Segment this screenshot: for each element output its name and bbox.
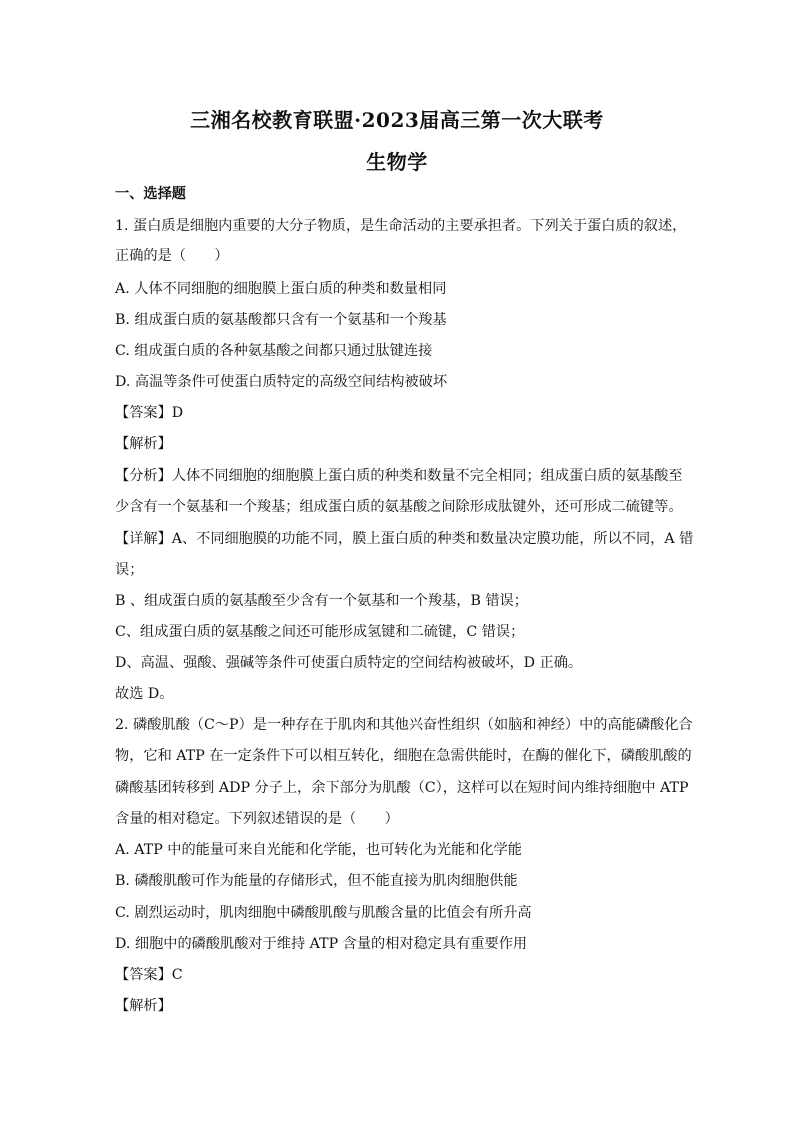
q1-detail-line-1: 【详解】A、不同细胞膜的功能不同，膜上蛋白质的种类和数量决定膜功能，所以不同，A 错 <box>115 531 694 547</box>
q1-detail-d: D、高温、强酸、强碱等条件可使蛋白质特定的空间结构被破坏，D 正确。 <box>115 655 583 671</box>
q1-detail-line-2: 误； <box>115 562 144 578</box>
q2-option-c: C. 剧烈运动时，肌肉细胞中磷酸肌酸与肌酸含量的比值会有所升高 <box>115 905 532 921</box>
q1-stem-line-2: 正确的是（ ） <box>115 248 229 264</box>
exam-title: 三湘名校教育联盟·2023届高三第一次大联考 <box>190 108 604 132</box>
q2-stem-line-2: 物，它和 ATP 在一定条件下可以相互转化，细胞在急需供能时，在酶的催化下，磷酸肌酸的 <box>115 748 692 764</box>
q2-stem-line-4: 含量的相对稳定。下列叙述错误的是（ ） <box>115 811 399 827</box>
q1-option-a: A. 人体不同细胞的细胞膜上蛋白质的种类和数量相同 <box>115 281 447 297</box>
q1-fenxi-line-2: 少含有一个氨基和一个羧基；组成蛋白质的氨基酸之间除形成肽键外，还可形成二硫键等。 <box>115 499 683 515</box>
q1-conclusion: 故选 D。 <box>115 686 174 702</box>
q2-stem-line-1: 2. 磷酸肌酸（C～P）是一种存在于肌肉和其他兴奋性组织（如脑和神经）中的高能磷酸化合 <box>115 717 693 733</box>
q2-option-a: A. ATP 中的能量可来自光能和化学能，也可转化为光能和化学能 <box>115 842 522 858</box>
q1-stem-line-1: 1. 蛋白质是细胞内重要的大分子物质，是生命活动的主要承担者。下列关于蛋白质的叙述， <box>115 218 687 234</box>
q2-answer: 【答案】C <box>115 967 183 983</box>
q1-option-c: C. 组成蛋白质的各种氨基酸之间都只通过肽键连接 <box>115 343 433 359</box>
q1-option-d: D. 高温等条件可使蛋白质特定的高级空间结构被破坏 <box>115 374 448 390</box>
q2-stem-line-3: 磷酸基团转移到 ADP 分子上，余下部分为肌酸（C），这样可以在短时间内维持细胞中 ATP <box>115 780 689 796</box>
q2-option-b: B. 磷酸肌酸可作为能量的存储形式，但不能直接为肌肉细胞供能 <box>115 873 518 889</box>
q1-detail-b: B 、组成蛋白质的氨基酸至少含有一个氨基和一个羧基，B 错误； <box>115 593 528 609</box>
subject-title: 生物学 <box>366 150 428 174</box>
q1-option-b: B. 组成蛋白质的氨基酸都只含有一个氨基和一个羧基 <box>115 312 447 328</box>
q1-answer: 【答案】D <box>115 405 184 421</box>
q2-option-d: D. 细胞中的磷酸肌酸对于维持 ATP 含量的相对稳定具有重要作用 <box>115 936 528 952</box>
q1-detail-c: C、组成蛋白质的氨基酸之间还可能形成氢键和二硫键，C 错误； <box>115 624 525 640</box>
section-heading: 一、选择题 <box>115 186 186 202</box>
q2-analysis-label: 【解析】 <box>115 998 172 1014</box>
q1-analysis-label: 【解析】 <box>115 436 172 452</box>
q1-fenxi-line-1: 【分析】人体不同细胞的细胞膜上蛋白质的种类和数量不完全相同；组成蛋白质的氨基酸至 <box>115 468 683 484</box>
